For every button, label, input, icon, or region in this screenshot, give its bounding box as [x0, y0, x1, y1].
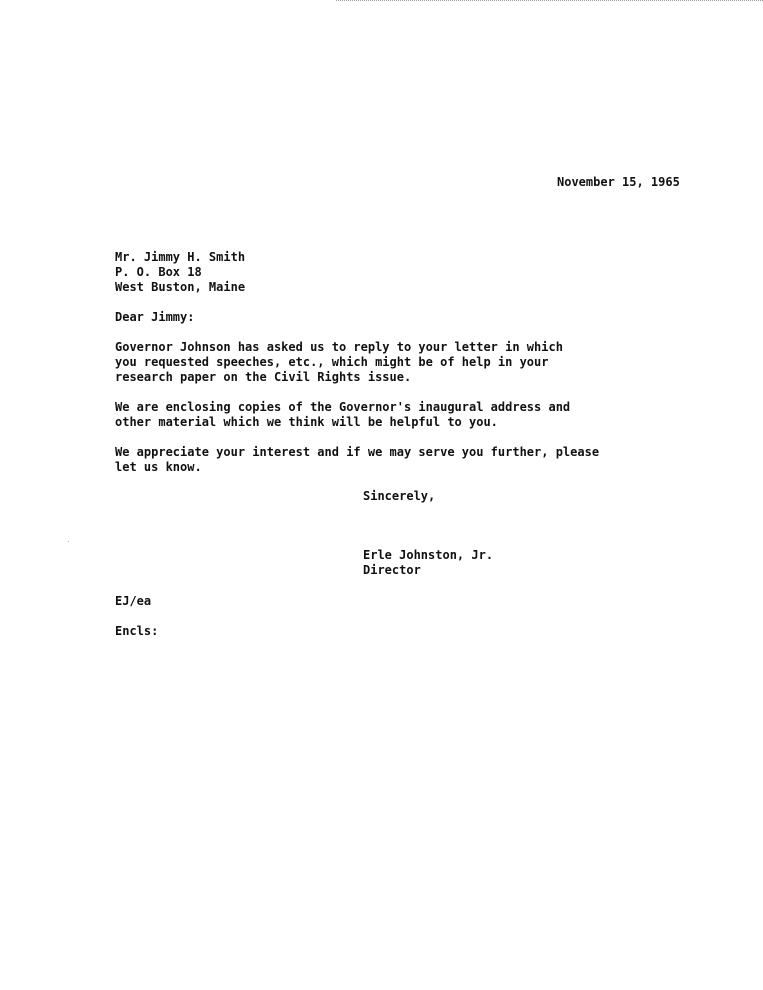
closing: Sincerely, — [363, 489, 436, 503]
paragraph-2-line-1: We are enclosing copies of the Governor's inaugural address and — [115, 400, 571, 414]
enclosures-note: Encls: — [115, 624, 159, 638]
paragraph-1-line-1: Governor Johnson has asked us to reply to your letter in which — [115, 340, 563, 354]
paragraph-1-line-2: you requested speeches, etc., which might be of help in your — [115, 355, 549, 369]
letter-date: November 15, 1965 — [557, 175, 680, 189]
scan-speck — [68, 541, 69, 542]
paragraph-1-line-3: research paper on the Civil Rights issue. — [115, 370, 412, 384]
signer-name: Erle Johnston, Jr. — [363, 548, 494, 562]
salutation: Dear Jimmy: — [115, 310, 195, 324]
recipient-address-line-2: West Buston, Maine — [115, 280, 246, 294]
top-edge-dotted-line — [336, 0, 763, 1]
recipient-name: Mr. Jimmy H. Smith — [115, 250, 246, 264]
paragraph-3-line-1: We appreciate your interest and if we may serve you further, please — [115, 445, 600, 459]
recipient-address-line-1: P. O. Box 18 — [115, 265, 202, 279]
paragraph-2-line-2: other material which we think will be helpful to you. — [115, 415, 498, 429]
paragraph-3-line-2: let us know. — [115, 460, 202, 474]
typist-initials: EJ/ea — [115, 594, 152, 608]
signer-title: Director — [363, 563, 421, 577]
